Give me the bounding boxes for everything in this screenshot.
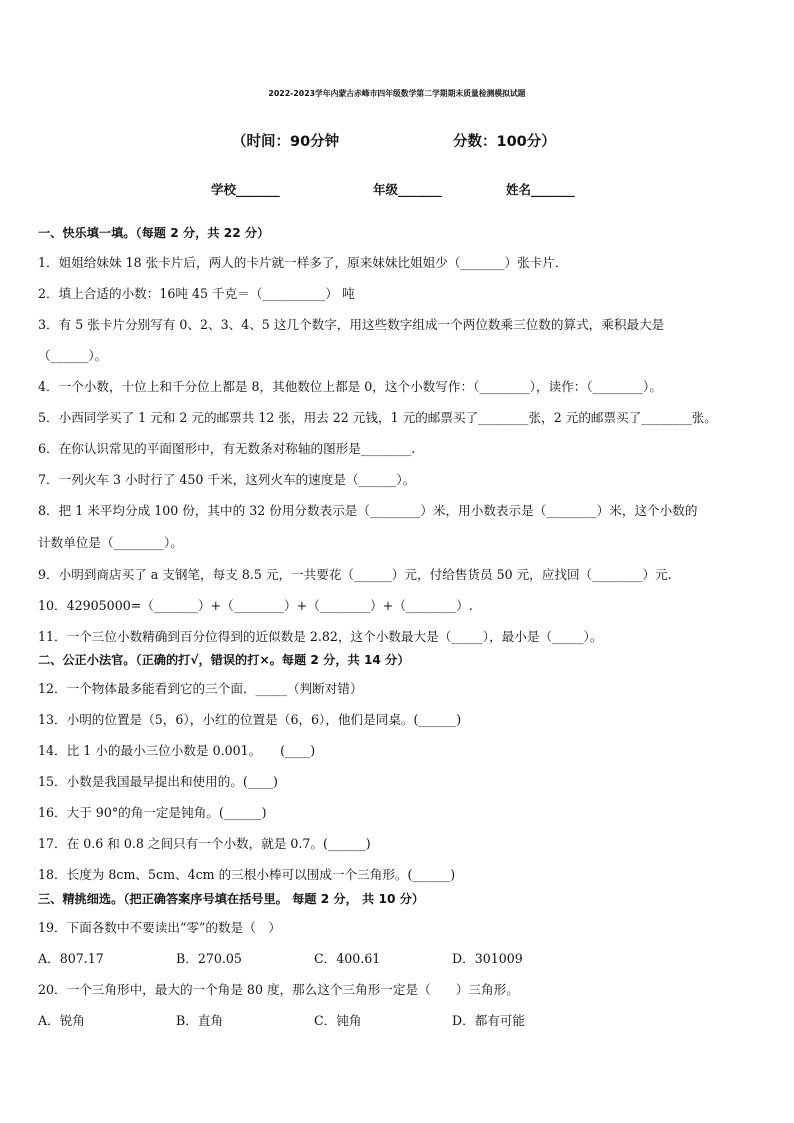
- question-15: 15．小数是我国最早提出和使用的。(____): [38, 774, 278, 789]
- option-a: A．807.17: [38, 951, 104, 966]
- question-4: 4．一个小数，十位上和千分位上都是 8，其他数位上都是 0，这个小数写作：（________），读作：（________）。: [38, 379, 662, 394]
- question-14: 14．比 1 小的最小三位小数是 0.001。 (____): [38, 743, 316, 758]
- option-c: C．400.61: [314, 951, 381, 966]
- question-5: 5．小西同学买了 1 元和 2 元的邮票共 12 张，用去 22 元钱，1 元的邮票买了________张，2 元的邮票买了________张。: [38, 410, 717, 425]
- question-17: 17．在 0.6 和 0.8 之间只有一个小数，就是 0.7。(______): [38, 836, 371, 851]
- question-2: 2．填上合适的小数：16吨 45 千克＝（__________） 吨: [38, 286, 355, 301]
- total-score: 分数：100分）: [453, 134, 556, 150]
- section-heading-1: 一、快乐填一填。（每题 2 分，共 22 分）: [38, 226, 270, 240]
- question-18: 18．长度为 8cm、5cm、4cm 的三根小棒可以围成一个三角形。(______): [38, 867, 456, 882]
- school-field: 学校_______: [211, 182, 280, 197]
- question-11: 11．一个三位小数精确到百分位得到的近似数是 2.82，这个小数最大是（_____），最小是（_____）。: [38, 629, 603, 644]
- question-16: 16．大于 90°的角一定是钝角。(______): [38, 805, 267, 820]
- option-a: A．锐角: [38, 1013, 85, 1028]
- question-8-cont: 计数单位是（________）。: [38, 535, 183, 550]
- question-3-cont: （______）。: [38, 348, 108, 363]
- question-9: 9．小明到商店买了 a 支钢笔，每支 8.5 元，一共要花（______）元，付给售货员 50 元，应找回（________）元.: [38, 567, 672, 582]
- grade-field: 年级_______: [373, 182, 442, 197]
- option-b: B．270.05: [176, 951, 242, 966]
- question-10: 10．42905000=（_______）+（________）+（________）+（________）.: [38, 598, 473, 613]
- question-20: 20．一个三角形中，最大的一个角是 80 度，那么这个三角形一定是（ ）三角形。: [38, 982, 519, 997]
- option-b: B．直角: [176, 1013, 224, 1028]
- question-12: 12．一个物体最多能看到它的三个面．_____（判断对错）: [38, 681, 363, 696]
- option-c: C．钝角: [314, 1013, 362, 1028]
- time-limit: （时间：90分钟: [232, 134, 340, 150]
- question-1: 1．姐姐给妹妹 18 张卡片后，两人的卡片就一样多了，原来妹妹比姐姐少（_______）张卡片．: [38, 255, 568, 270]
- question-8: 8．把 1 米平均分成 100 份，其中的 32 份用分数表示是（________）米，用小数表示是（________）米，这个小数的: [38, 503, 698, 518]
- question-7: 7．一列火车 3 小时行了 450 千米，这列火车的速度是（______）。: [38, 472, 416, 487]
- question-3: 3．有 5 张卡片分别写有 0、2、3、4、5 这几个数字，用这些数字组成一个两位数乘三位数的算式，乘积最大是: [38, 317, 665, 332]
- name-field: 姓名_______: [506, 182, 575, 197]
- question-19: 19．下面各数中不要读出“零”的数是（ ）: [38, 920, 281, 935]
- section-heading-3: 三、精挑细选。（把正确答案序号填在括号里。 每题 2 分， 共 10 分）: [38, 892, 425, 906]
- section-heading-2: 二、公正小法官。（正确的打√，错误的打×。每题 2 分，共 14 分）: [38, 653, 410, 667]
- question-20-options: [38, 1010, 590, 1029]
- question-6: 6．在你认识常见的平面图形中，有无数条对称轴的图形是________.: [38, 441, 416, 456]
- option-d: D．301009: [452, 951, 523, 966]
- page-title: 2022-2023学年内蒙古赤峰市四年级数学第二学期期末质量检测模拟试题: [268, 89, 526, 98]
- question-19-options: [38, 948, 590, 967]
- option-d: D．都有可能: [452, 1013, 526, 1028]
- question-13: 13．小明的位置是（5，6），小红的位置是（6，6），他们是同桌。(______): [38, 712, 462, 727]
